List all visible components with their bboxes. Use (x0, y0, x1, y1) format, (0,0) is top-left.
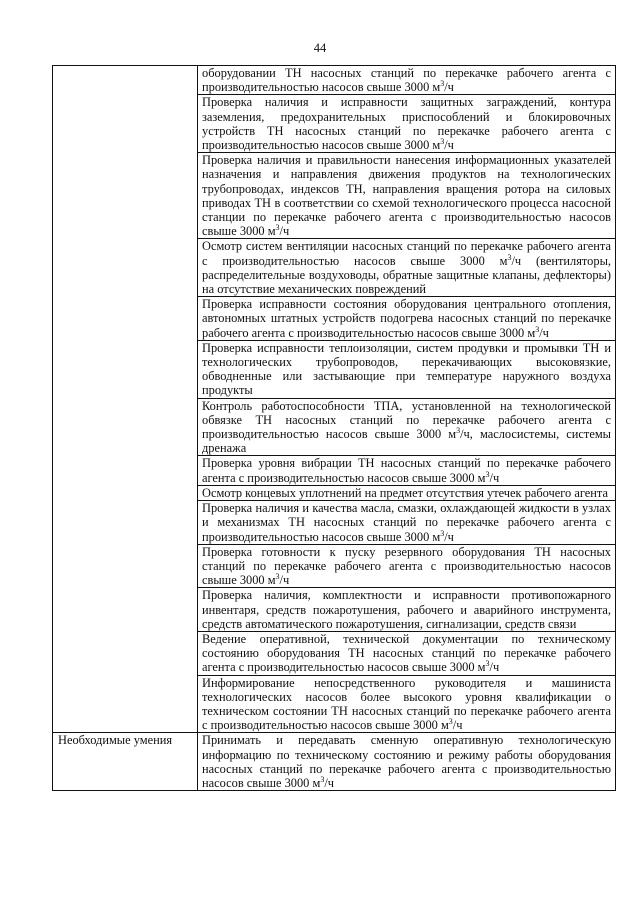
labor-action-cell (198, 501, 616, 545)
list-item: Проверка готовности к пуску резервного оборудования ТН насосных станций по перекачке рабочего агента с производительностью насосов свыше 3000 $м^3/ч$ (202, 544, 611, 588)
row-label-empty (53, 66, 198, 733)
list-item: Информирование непосредственного руководителя и машиниста технологических насосов более высокого уровня квалификации о техническом состоянии ТН насосных станций по перекачке рабочего агента с производительностью насосов свыше 3000 $м^3/ч$ (202, 675, 611, 733)
labor-action-cell (198, 456, 616, 485)
list-item: Осмотр систем вентиляции насосных станций по перекачке рабочего агента с производительностью насосов свыше 3000 $м^3/ч$ (вентиляторы, распределительные воздуховоды, обратные защитные клапаны, дефлекторы) на отсутствие механических повреждений (202, 239, 611, 297)
row-label-skills: Необходимые умения (53, 733, 198, 791)
labor-action-cell (198, 398, 616, 456)
list-item: оборудовании ТН насосных станций по перекачке рабочего агента с производительностью насосов свыше 3000 $м^3/ч$ (202, 66, 611, 95)
labor-action-cell (198, 239, 616, 297)
labor-action-cell (198, 153, 616, 239)
list-item: Проверка наличия и правильности нанесения информационных указателей назначения и направления движения продуктов на технологических трубопроводах, индексов ТН, направления вращения ротора на силовых приводах ТН в соответствии со схемой технологического процесса насосной станции по перекачке рабочего агента с производительностью насосов свыше 3000 $м^3/ч$ (202, 153, 611, 239)
list-item: Проверка наличия и качества масла, смазки, охлаждающей жидкости в узлах и механизмах ТН насосных станций по перекачке рабочего агента с производительностью насосов свыше 3000 $м^3/ч$ (202, 501, 611, 544)
labor-action-cell (198, 66, 616, 95)
table-row (53, 66, 616, 95)
labor-action-cell (198, 485, 616, 500)
labor-action-cell (198, 95, 616, 153)
list-item: Принимать и передавать сменную оперативную технологическую информацию по техническому состоянию и режиму работы оборудования насосных станций по перекачке рабочего агента с производительностью насосов свыше 3000 $м^3/ч$ (202, 733, 611, 790)
skill-cell (198, 733, 616, 791)
list-item: Проверка исправности теплоизоляции, систем продувки и промывки ТН и технологических трубопроводов, перекачивающих высоковязкие, обводненные или застывающие при температуре наружного воздуха продукты (202, 340, 611, 398)
requirements-table (52, 65, 616, 791)
list-item: Осмотр концевых уплотнений на предмет отсутствия утечек рабочего агента (202, 485, 608, 500)
list-item: Ведение оперативной, технической документации по техническому состоянию оборудования ТН насосных станций по перекачке рабочего агента с производительностью насосов свыше 3000 $м^3/ч$ (202, 631, 611, 675)
labor-action-cell (198, 588, 616, 632)
labor-action-cell (198, 340, 616, 398)
labor-action-cell (198, 544, 616, 588)
page-number: 44 (313, 41, 327, 55)
table-row (53, 733, 616, 791)
list-item: Проверка исправности состояния оборудования центрального отопления, автономных штатных устройств подогрева насосных станций по перекачке рабочего агента с производительностью насосов свыше 3000 $м^3/ч$ (202, 297, 611, 340)
labor-action-cell (198, 675, 616, 733)
list-item: Проверка уровня вибрации ТН насосных станций по перекачке рабочего агента с производительностью насосов свыше 3000 $м^3/ч$ (202, 456, 611, 485)
list-item: Проверка наличия и исправности защитных заграждений, контура заземления, предохранительных приспособлений и блокировочных устройств ТН насосных станций по перекачке рабочего агента с производительностью насосов свыше 3000 $м^3/ч$ (202, 95, 611, 153)
list-item: Контроль работоспособности ТПА, установленной на технологической обвязке ТН насосных станций по перекачке рабочего агента с производительностью насосов свыше 3000 $м^3/ч$, маслосистемы, системы дренажа (202, 398, 611, 456)
labor-action-cell (198, 297, 616, 341)
labor-action-cell (198, 631, 616, 675)
list-item: Проверка наличия, комплектности и исправности противопожарного инвентаря, средств пожаротушения, рабочего и аварийного инструмента, средств автоматического пожаротушения, сигнализации, средств связи (202, 588, 611, 631)
